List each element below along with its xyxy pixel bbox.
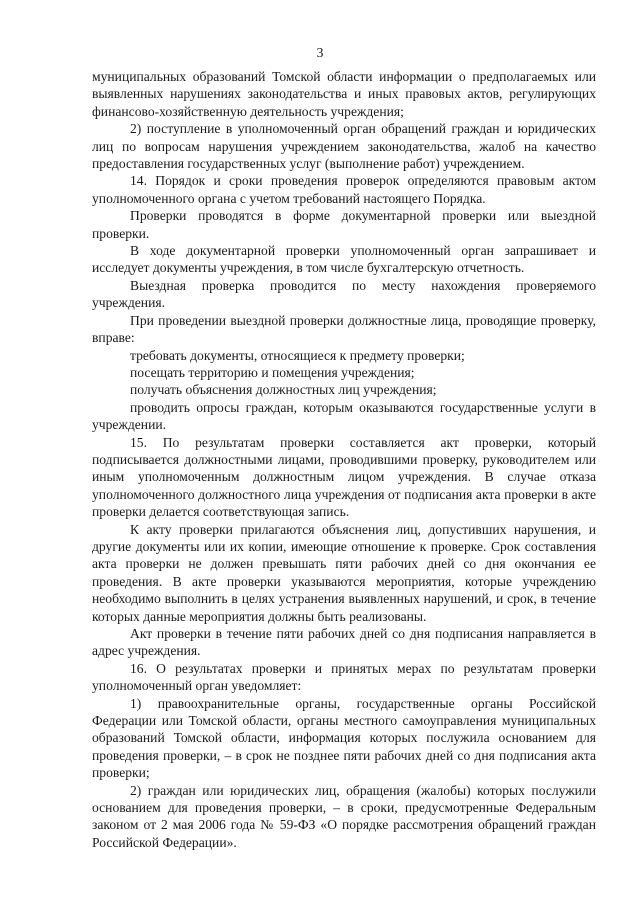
paragraph: Акт проверки в течение пяти рабочих дней со дня подписания направляется в адрес учреждения.	[92, 626, 596, 659]
paragraph: 15. По результатам проверки составляется акт проверки, который подписывается должностными лицами, проводившими проверку, руководителем или иным уполномоченным должностным лицом учреждения. В случае отказа уполномоченного должностного лица учреждения от подписания акта проверки в акте проверки делается соответствующая запись.	[92, 434, 596, 520]
paragraph: 16. О результатах проверки и принятых мерах по результатам проверки уполномоченный орган уведомляет:	[92, 660, 596, 694]
paragraph: 2) поступление в уполномоченный орган обращений граждан и юридических лиц по вопросам нарушения учреждением законодательства, жалоб на качество предоставления государственных услуг (выполнение работ) учреждением.	[92, 121, 596, 172]
paragraph: 14. Порядок и сроки проведения проверок определяются правовым актом уполномоченного органа с учетом требований настоящего Порядка.	[92, 173, 596, 206]
paragraph: Выездная проверка проводится по месту нахождения проверяемого учреждения.	[92, 277, 596, 311]
paragraph: получать объяснения должностных лиц учреждения;	[130, 382, 437, 398]
page-number: 3	[316, 46, 324, 61]
paragraph: В ходе документарной проверки уполномоченный орган запрашивает и исследует документы учреждения, в том числе бухгалтерскую отчетность.	[92, 243, 596, 276]
paragraph: проводить опросы граждан, которым оказываются государственные услуги в учреждении.	[92, 399, 596, 433]
paragraph: муниципальных образований Томской области информации о предполагаемых или выявленных нарушениях законодательства и иных правовых актов, регулирующих финансово-хозяйственную деятельность учреждения;	[92, 69, 596, 119]
paragraph: Проверки проводятся в форме документарной проверки или выездной проверки.	[92, 208, 596, 241]
paragraph: 1) правоохранительные органы, государственные органы Российской Федерации или Томской области, органы местного самоуправления муниципальных образований Томской области, информация которых послужила основанием для проведения проверки, – в срок не позднее пяти рабочих дней со дня подписания акта проверки;	[92, 695, 596, 781]
paragraph: К акту проверки прилагаются объяснения лиц, допустивших нарушения, и другие документы или их копии, имеющие отношение к проверке. Срок составления акта проверки не должен превышать пяти рабочих дней со дня окончания ее проведения. В акте проверки указываются мероприятия, которые учреждению необходимо выполнить в целях устранения выявленных нарушений, и срок, в течение которых данные мероприятия должны быть реализованы.	[92, 521, 596, 624]
document-body	[92, 68, 596, 851]
paragraph: При проведении выездной проверки должностные лица, проводящие проверку, вправе:	[92, 312, 596, 346]
paragraph: требовать документы, относящиеся к предмету проверки;	[130, 347, 465, 363]
paragraph: 2) граждан или юридических лиц, обращения (жалобы) которых послужили основанием для проведения проверки, – в сроки, предусмотренные Федеральным законом от 2 мая 2006 года № 59-ФЗ «О порядке рассмотрения обращений граждан Российской Федерации».	[92, 782, 596, 850]
paragraph: посещать территорию и помещения учреждения;	[130, 364, 415, 380]
